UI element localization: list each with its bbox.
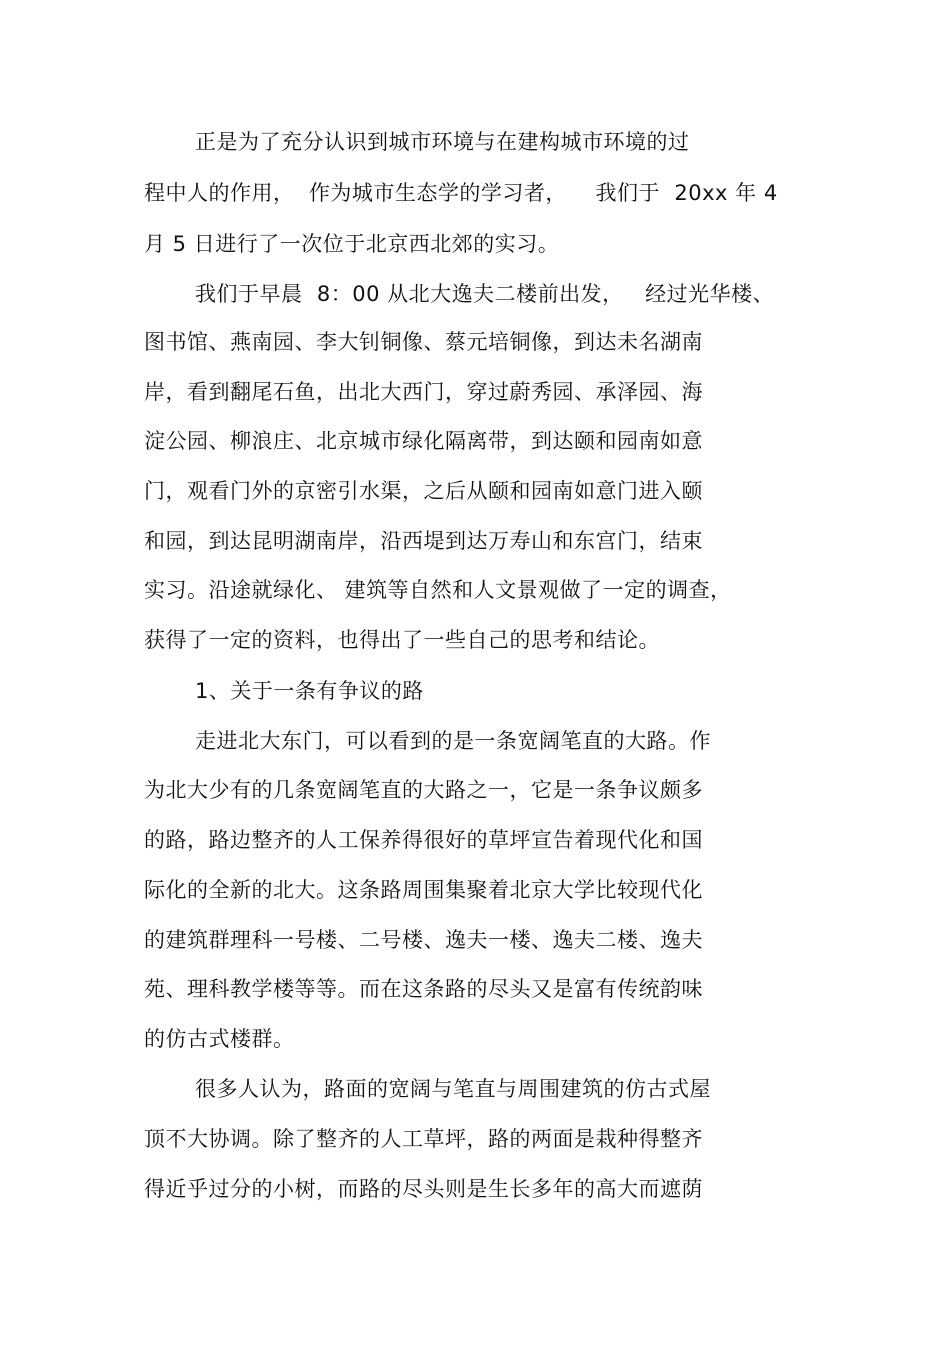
paragraph-3-line-6: 苑、理科教学楼等等。而在这条路的尽头又是富有传统韵味 xyxy=(144,977,703,1001)
paragraph-4-line-2: 顶不大协调。除了整齐的人工草坪，路的两面是栽种得整齐 xyxy=(144,1127,703,1151)
paragraph-2-line-6: 和园，到达昆明湖南岸，沿西堤到达万寿山和东宫门，结束 xyxy=(144,529,703,553)
paragraph-4-line-3: 得近乎过分的小树，而路的尽头则是生长多年的高大而遮荫 xyxy=(144,1177,703,1201)
paragraph-3-line-1: 走进北大东门，可以看到的是一条宽阔笔直的大路。作 xyxy=(195,729,711,753)
paragraph-1-line-1: 正是为了充分认识到城市环境与在建构城市环境的过 xyxy=(195,130,690,154)
paragraph-4-line-1: 很多人认为，路面的宽阔与笔直与周围建筑的仿古式屋 xyxy=(195,1077,711,1101)
paragraph-3-line-7: 的仿古式楼群。 xyxy=(144,1027,295,1051)
paragraph-2-line-2: 图书馆、燕南园、李大钊铜像、蔡元培铜像，到达未名湖南 xyxy=(144,330,703,354)
paragraph-1-line-3: 月 5 日进行了一次位于北京西北郊的实习。 xyxy=(144,232,560,256)
paragraph-3-line-4: 际化的全新的北大。这条路周围集聚着北京大学比较现代化 xyxy=(144,878,703,902)
paragraph-3-line-5: 的建筑群理科一号楼、二号楼、逸夫一楼、逸夫二楼、逸夫 xyxy=(144,928,703,952)
paragraph-2-line-4: 淀公园、柳浪庄、北京城市绿化隔离带，到达颐和园南如意 xyxy=(144,429,703,453)
paragraph-2-line-8: 获得了一定的资料，也得出了一些自己的思考和结论。 xyxy=(144,628,660,652)
paragraph-2-line-7: 实习。沿途就绿化、 建筑等自然和人文景观做了一定的调查， xyxy=(144,578,732,602)
paragraph-2-line-3: 岸，看到翻尾石鱼，出北大西门，穿过蔚秀园、承泽园、海 xyxy=(144,380,703,404)
paragraph-3-line-2: 为北大少有的几条宽阔笔直的大路之一，它是一条争议颇多 xyxy=(144,778,703,802)
paragraph-3-line-3: 的路，路边整齐的人工保养得很好的草坪宣告着现代化和国 xyxy=(144,828,703,852)
section-heading: 1、关于一条有争议的路 xyxy=(195,679,424,703)
paragraph-2-line-1: 我们于早晨 8：00 从北大逸夫二楼前出发， 经过光华楼、 xyxy=(195,282,775,306)
paragraph-2-line-5: 门，观看门外的京密引水渠，之后从颐和园南如意门进入颐 xyxy=(144,479,703,503)
paragraph-1-line-2: 程中人的作用， 作为城市生态学的学习者， 我们于 20xx 年 4 xyxy=(144,181,778,205)
